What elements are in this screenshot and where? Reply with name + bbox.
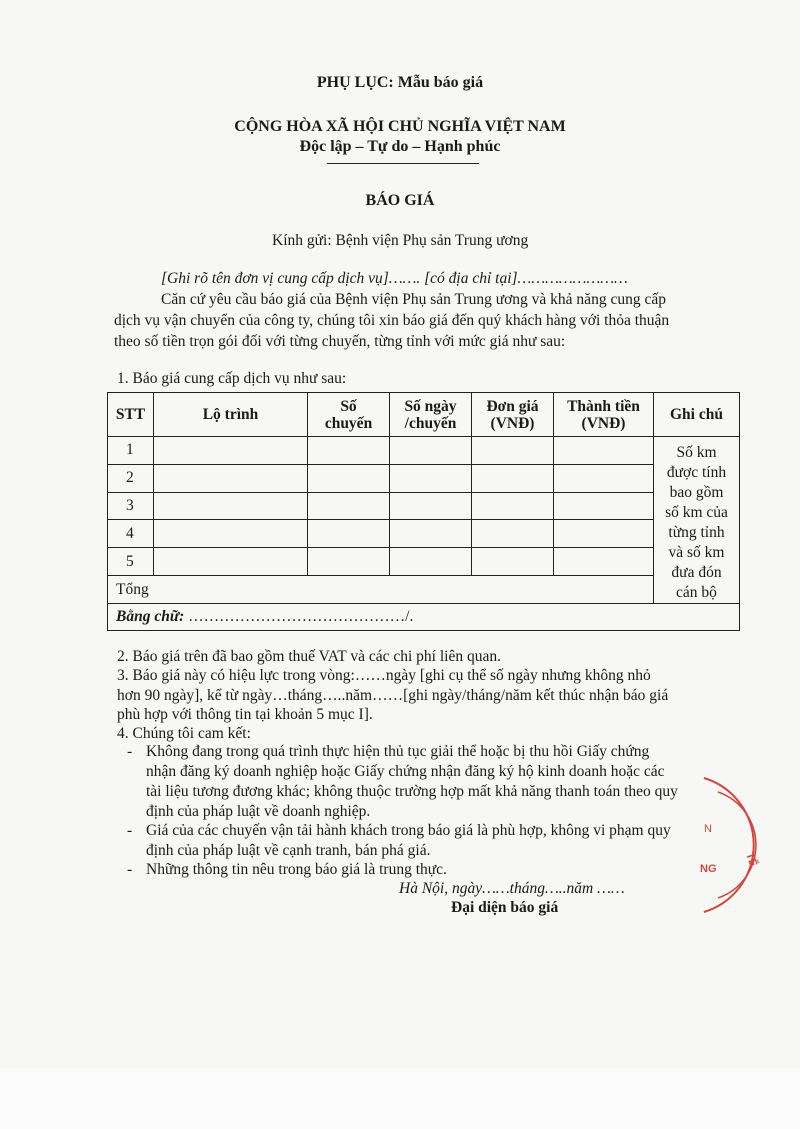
amount-cell [554, 520, 654, 548]
table-row [108, 520, 740, 548]
item-3-line-2: hơn 90 ngày], kể từ ngày…tháng…..năm……[ghi ngày/tháng/năm kết thúc nhận báo giá [117, 687, 669, 704]
trips-cell [308, 492, 390, 520]
row-number: 5 [108, 548, 154, 576]
bullet: - [127, 861, 133, 878]
price-cell [472, 492, 554, 520]
header-days: Số ngày /chuyến [390, 393, 472, 437]
section-1-heading: 1. Báo giá cung cấp dịch vụ như sau: [117, 370, 347, 387]
header-route: Lộ trình [154, 393, 308, 437]
trips-cell [308, 520, 390, 548]
route-cell [154, 464, 308, 492]
price-cell [472, 520, 554, 548]
days-cell [390, 492, 472, 520]
trips-cell [308, 464, 390, 492]
nation-name: CỘNG HÒA XÃ HỘI CHỦ NGHĨA VIỆT NAM [234, 118, 566, 135]
header-divider [327, 163, 479, 164]
item-3-line-3: phù hợp với thông tin tại khoản 5 mục I]. [117, 706, 373, 723]
signer-title: Đại diện báo giá [451, 899, 559, 916]
header-stt: STT [108, 393, 154, 437]
route-cell [154, 548, 308, 576]
amount-in-words: Bằng chữ: ……………………………………/. [108, 604, 740, 631]
intro-line-1: Căn cứ yêu cầu báo giá của Bệnh viện Phụ sản Trung ương và khả năng cung cấp [161, 291, 666, 308]
intro-line-3: theo số tiền trọn gói đối với từng chuyến, từng tỉnh với mức giá như sau: [114, 333, 566, 350]
page-bottom-edge [0, 1068, 800, 1129]
commit-1-line-3: tài liệu tương đương khác; không thuộc trường hợp mất khả năng thanh toán theo quy [146, 783, 678, 800]
item-4: 4. Chúng tôi cam kết: [117, 725, 251, 742]
commit-2-line-1: Giá của các chuyến vận tải hành khách trong báo giá là phù hợp, không vi phạm quy [146, 822, 671, 839]
row-number: 4 [108, 520, 154, 548]
table-header-row [108, 393, 740, 437]
table-row [108, 548, 740, 576]
stamp-text-1: N [704, 823, 712, 835]
amount-cell [554, 464, 654, 492]
document-title: BÁO GIÁ [365, 192, 435, 209]
commit-1-line-2: nhận đăng ký doanh nghiệp hoặc Giấy chứng nhận đăng ký hộ kinh doanh hoặc các [146, 763, 665, 780]
amount-cell [554, 548, 654, 576]
price-table [107, 392, 740, 631]
row-number: 2 [108, 464, 154, 492]
bullet: - [127, 743, 133, 760]
total-label: Tổng [108, 576, 654, 604]
item-3-line-1: 3. Báo giá này có hiệu lực trong vòng:……ngày [ghi cụ thể số ngày nhưng không nhỏ [117, 667, 651, 684]
header-trips: Số chuyến [308, 393, 390, 437]
row-number: 1 [108, 437, 154, 465]
header-amount: Thành tiền (VNĐ) [554, 393, 654, 437]
commit-1-line-4: định của pháp luật về doanh nghiệp. [146, 803, 371, 820]
days-cell [390, 437, 472, 465]
days-cell [390, 520, 472, 548]
stamp-text-3: TẾ [743, 850, 760, 869]
appendix-heading: PHỤ LỤC: Mẫu báo giá [316, 74, 484, 91]
stamp-seal [690, 770, 800, 920]
words-row [108, 604, 740, 631]
trips-cell [308, 548, 390, 576]
trips-cell [308, 437, 390, 465]
header-unit-price: Đơn giá (VNĐ) [472, 393, 554, 437]
total-row [108, 576, 740, 604]
item-2: 2. Báo giá trên đã bao gồm thuế VAT và các chi phí liên quan. [117, 648, 501, 665]
row-number: 3 [108, 492, 154, 520]
route-cell [154, 492, 308, 520]
days-cell [390, 464, 472, 492]
motto: Độc lập – Tự do – Hạnh phúc [299, 138, 501, 155]
recipient-line: Kính gửi: Bệnh viện Phụ sản Trung ương [272, 232, 529, 249]
supplier-line: [Ghi rõ tên đơn vị cung cấp dịch vụ]……. [có địa chỉ tại]…………………… [161, 270, 628, 287]
stamp-text-2: NG [700, 863, 717, 875]
price-cell [472, 548, 554, 576]
table-row [108, 437, 740, 465]
note-cell: Số km được tính bao gồm số km của từng tỉnh và số km đưa đón cán bộ [654, 437, 740, 604]
price-cell [472, 464, 554, 492]
intro-line-2: dịch vụ vận chuyển của công ty, chúng tôi xin báo giá đến quý khách hàng với thỏa thuận [114, 312, 670, 329]
commit-2-line-2: định của pháp luật về cạnh tranh, bán phá giá. [146, 842, 431, 859]
amount-cell [554, 492, 654, 520]
commit-3: Những thông tin nêu trong báo giá là trung thực. [146, 861, 447, 878]
amount-cell [554, 437, 654, 465]
price-cell [472, 437, 554, 465]
place-date: Hà Nội, ngày……tháng…..năm …… [399, 880, 625, 897]
header-note: Ghi chú [654, 393, 740, 437]
bullet: - [127, 822, 133, 839]
route-cell [154, 520, 308, 548]
route-cell [154, 437, 308, 465]
commit-1-line-1: Không đang trong quá trình thực hiện thủ tục giải thể hoặc bị thu hồi Giấy chứng [146, 743, 650, 760]
table-row [108, 492, 740, 520]
table-row [108, 464, 740, 492]
days-cell [390, 548, 472, 576]
